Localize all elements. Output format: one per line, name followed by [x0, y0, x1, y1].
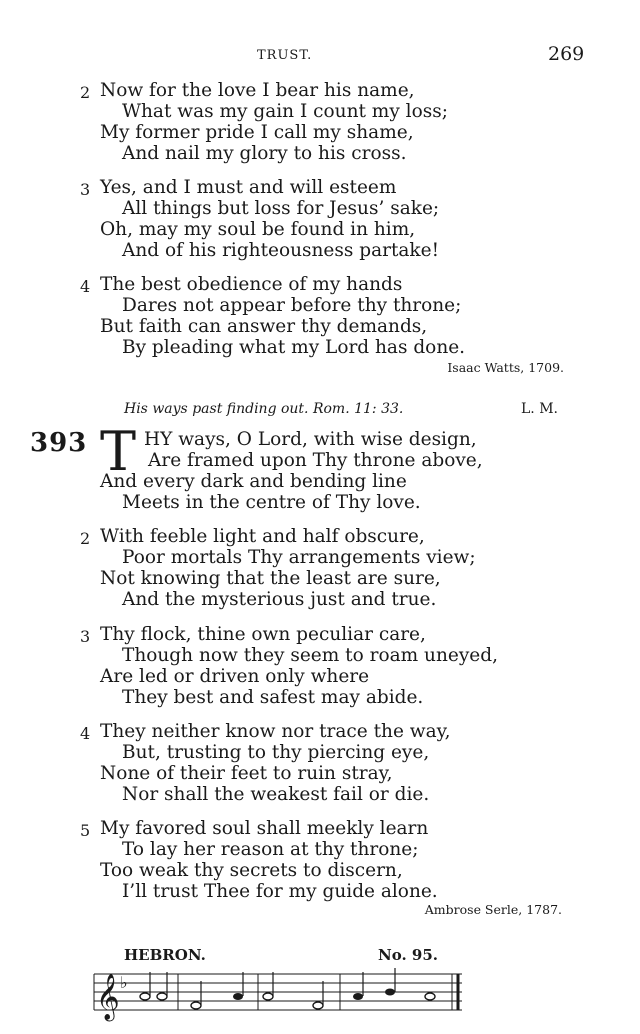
- verse-line: And the mysterious just and true.: [122, 589, 437, 610]
- verse-line: But faith can answer thy demands,: [100, 316, 428, 337]
- svg-text:♭: ♭: [120, 973, 128, 992]
- verse-line: They best and safest may abide.: [122, 687, 424, 708]
- verse-line: The best obedience of my hands: [100, 274, 403, 295]
- verse-line: Are led or driven only where: [100, 666, 370, 687]
- verse-line: All things but loss for Jesus’ sake;: [122, 198, 440, 219]
- verse-line: By pleading what my Lord has done.: [122, 337, 466, 358]
- stanza-number: 5: [80, 821, 91, 840]
- stanza-number: 4: [80, 277, 91, 296]
- verse-line: Thy flock, thine own peculiar care,: [100, 624, 426, 645]
- stanza-number: 2: [80, 83, 91, 102]
- verse-line: Now for the love I bear his name,: [100, 80, 415, 101]
- verse-line: But, trusting to thy piercing eye,: [122, 742, 430, 763]
- verse-line: HY ways, O Lord, with wise design,: [144, 429, 477, 450]
- drop-cap: T: [100, 420, 137, 483]
- verse-line: They neither know nor trace the way,: [100, 721, 451, 742]
- verse-line: Nor shall the weakest fail or die.: [122, 784, 430, 805]
- page-number: 269: [548, 43, 585, 65]
- verse-line: To lay her reason at thy throne;: [122, 839, 419, 860]
- verse-line: I’ll trust Thee for my guide alone.: [122, 881, 438, 902]
- verse-line: And every dark and bending line: [100, 471, 407, 492]
- verse-line: Too weak thy secrets to discern,: [100, 860, 403, 881]
- verse-line: Are framed upon Thy throne above,: [148, 450, 483, 471]
- verse-line: My favored soul shall meekly learn: [100, 818, 429, 839]
- tune-number: No. 95.: [378, 946, 438, 964]
- stanza-number: 4: [80, 724, 91, 743]
- verse-line: Oh, may my soul be found in him,: [100, 219, 416, 240]
- tune-name: HEBRON.: [124, 946, 206, 964]
- verse-line: And nail my glory to his cross.: [122, 143, 407, 164]
- verse-line: Not knowing that the least are sure,: [100, 568, 441, 589]
- author-credit: Isaac Watts, 1709.: [447, 360, 564, 375]
- verse-line: With feeble light and half obscure,: [100, 526, 425, 547]
- verse-line: Poor mortals Thy arrangements view;: [122, 547, 476, 568]
- stanza-number: 3: [80, 627, 91, 646]
- running-title: TRUST.: [257, 48, 313, 63]
- music-staff: [90, 964, 470, 1026]
- hymn-meter: L. M.: [521, 401, 558, 417]
- verse-line: And of his righteousness partake!: [122, 240, 440, 261]
- verse-line: What was my gain I count my loss;: [122, 101, 448, 122]
- verse-line: Dares not appear before thy throne;: [122, 295, 462, 316]
- verse-line: Though now they seem to roam uneyed,: [122, 645, 498, 666]
- verse-line: None of their feet to ruin stray,: [100, 763, 393, 784]
- stanza-number: 2: [80, 529, 91, 548]
- hymn-number: 393: [30, 428, 88, 458]
- stanza-number: 3: [80, 180, 91, 199]
- verse-line: Yes, and I must and will esteem: [100, 177, 397, 198]
- verse-line: My former pride I call my shame,: [100, 122, 414, 143]
- verse-line: Meets in the centre of Thy love.: [122, 492, 421, 513]
- svg-text:𝄞: 𝄞: [96, 974, 120, 1020]
- author-credit: Ambrose Serle, 1787.: [424, 902, 562, 917]
- hymn-subtitle: His ways past finding out. Rom. 11: 33.: [124, 401, 404, 417]
